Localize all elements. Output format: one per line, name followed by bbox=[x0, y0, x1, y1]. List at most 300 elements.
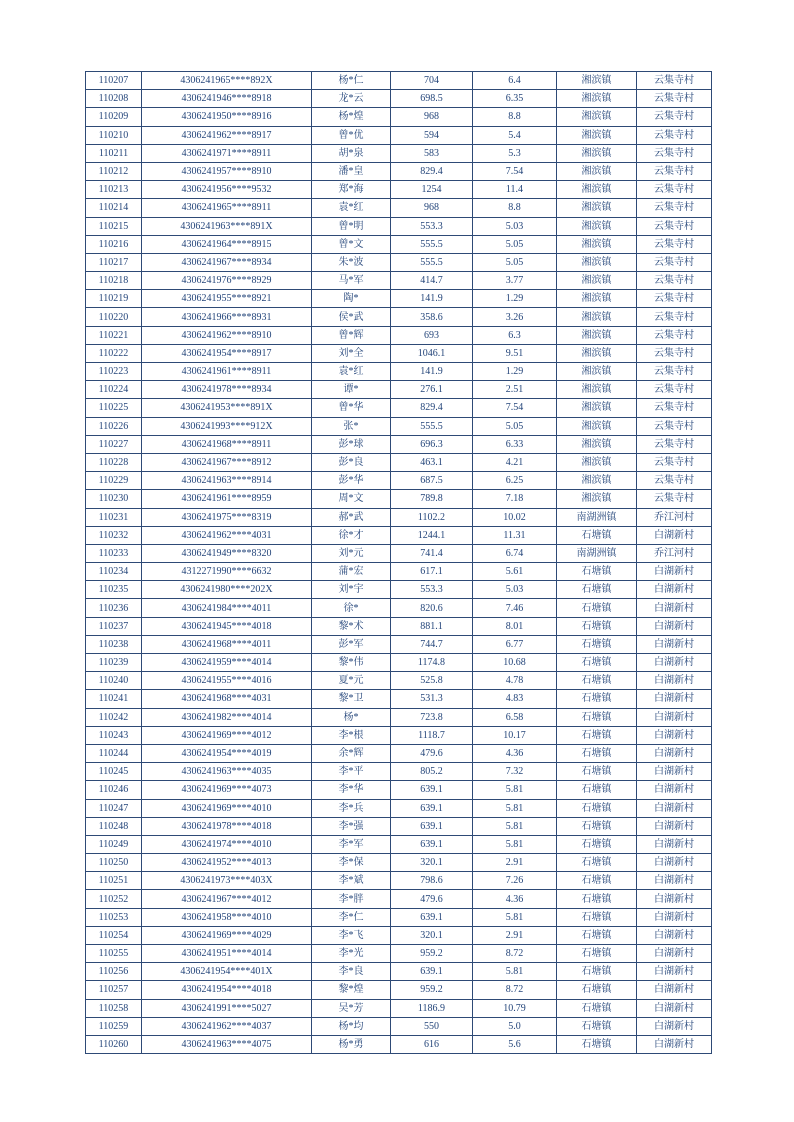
table-row bbox=[86, 581, 712, 599]
cell-name: 曾*文 bbox=[312, 235, 391, 253]
cell-town: 石塘镇 bbox=[557, 817, 637, 835]
table-row bbox=[86, 690, 712, 708]
cell-id-card: 4306241965****8911 bbox=[142, 199, 312, 217]
table-row bbox=[86, 344, 712, 362]
cell-town: 石塘镇 bbox=[557, 981, 637, 999]
cell-id: 110243 bbox=[86, 726, 142, 744]
cell-id: 110219 bbox=[86, 290, 142, 308]
table-row bbox=[86, 526, 712, 544]
cell-amount: 1118.7 bbox=[391, 726, 473, 744]
cell-name: 曾*辉 bbox=[312, 326, 391, 344]
cell-town: 湘滨镇 bbox=[557, 162, 637, 180]
cell-rate: 1.29 bbox=[473, 363, 557, 381]
cell-town: 石塘镇 bbox=[557, 781, 637, 799]
cell-amount: 704 bbox=[391, 72, 473, 90]
table-row bbox=[86, 854, 712, 872]
cell-id-card: 4306241963****8914 bbox=[142, 472, 312, 490]
cell-id: 110233 bbox=[86, 544, 142, 562]
cell-amount: 1186.9 bbox=[391, 999, 473, 1017]
cell-amount: 1174.8 bbox=[391, 654, 473, 672]
cell-rate: 7.26 bbox=[473, 872, 557, 890]
cell-name: 杨*勇 bbox=[312, 1035, 391, 1053]
cell-rate: 5.03 bbox=[473, 217, 557, 235]
cell-name: 李*胖 bbox=[312, 890, 391, 908]
cell-id: 110252 bbox=[86, 890, 142, 908]
cell-name: 李*平 bbox=[312, 763, 391, 781]
table-row bbox=[86, 654, 712, 672]
table-row bbox=[86, 890, 712, 908]
cell-rate: 7.54 bbox=[473, 162, 557, 180]
cell-town: 石塘镇 bbox=[557, 726, 637, 744]
cell-amount: 553.3 bbox=[391, 581, 473, 599]
cell-name: 李*光 bbox=[312, 945, 391, 963]
cell-name: 张* bbox=[312, 417, 391, 435]
cell-name: 杨*均 bbox=[312, 1017, 391, 1035]
cell-village: 云集寺村 bbox=[637, 253, 712, 271]
cell-id: 110208 bbox=[86, 90, 142, 108]
cell-id-card: 4312271990****6632 bbox=[142, 563, 312, 581]
cell-id: 110250 bbox=[86, 854, 142, 872]
cell-village: 白湖新村 bbox=[637, 945, 712, 963]
cell-id: 110238 bbox=[86, 635, 142, 653]
cell-town: 石塘镇 bbox=[557, 1017, 637, 1035]
table-row bbox=[86, 872, 712, 890]
cell-town: 石塘镇 bbox=[557, 872, 637, 890]
cell-id-card: 4306241961****8911 bbox=[142, 363, 312, 381]
cell-rate: 3.26 bbox=[473, 308, 557, 326]
cell-village: 白湖新村 bbox=[637, 817, 712, 835]
cell-rate: 3.77 bbox=[473, 272, 557, 290]
table-row bbox=[86, 108, 712, 126]
cell-id: 110244 bbox=[86, 744, 142, 762]
cell-village: 白湖新村 bbox=[637, 726, 712, 744]
cell-id: 110246 bbox=[86, 781, 142, 799]
cell-id: 110241 bbox=[86, 690, 142, 708]
cell-name: 李*军 bbox=[312, 835, 391, 853]
cell-amount: 741.4 bbox=[391, 544, 473, 562]
table-row bbox=[86, 235, 712, 253]
cell-town: 石塘镇 bbox=[557, 617, 637, 635]
cell-rate: 11.4 bbox=[473, 181, 557, 199]
cell-id-card: 4306241957****8910 bbox=[142, 162, 312, 180]
table-row bbox=[86, 908, 712, 926]
cell-amount: 639.1 bbox=[391, 835, 473, 853]
cell-name: 袁*红 bbox=[312, 363, 391, 381]
table-row bbox=[86, 90, 712, 108]
cell-id: 110221 bbox=[86, 326, 142, 344]
cell-village: 白湖新村 bbox=[637, 999, 712, 1017]
cell-name: 侯*武 bbox=[312, 308, 391, 326]
table-row bbox=[86, 508, 712, 526]
cell-town: 南湖洲镇 bbox=[557, 544, 637, 562]
cell-id: 110216 bbox=[86, 235, 142, 253]
cell-town: 石塘镇 bbox=[557, 963, 637, 981]
cell-amount: 1244.1 bbox=[391, 526, 473, 544]
table-row bbox=[86, 726, 712, 744]
cell-id-card: 4306241955****4016 bbox=[142, 672, 312, 690]
cell-town: 石塘镇 bbox=[557, 926, 637, 944]
cell-id: 110248 bbox=[86, 817, 142, 835]
cell-town: 湘滨镇 bbox=[557, 126, 637, 144]
cell-name: 李*斌 bbox=[312, 872, 391, 890]
cell-village: 云集寺村 bbox=[637, 308, 712, 326]
cell-village: 云集寺村 bbox=[637, 217, 712, 235]
cell-village: 白湖新村 bbox=[637, 908, 712, 926]
cell-amount: 276.1 bbox=[391, 381, 473, 399]
cell-village: 白湖新村 bbox=[637, 1017, 712, 1035]
cell-rate: 6.33 bbox=[473, 435, 557, 453]
cell-village: 云集寺村 bbox=[637, 381, 712, 399]
cell-name: 李*兵 bbox=[312, 799, 391, 817]
cell-village: 云集寺村 bbox=[637, 490, 712, 508]
cell-town: 南湖洲镇 bbox=[557, 508, 637, 526]
cell-amount: 583 bbox=[391, 144, 473, 162]
cell-amount: 616 bbox=[391, 1035, 473, 1053]
cell-name: 马*军 bbox=[312, 272, 391, 290]
cell-name: 彭*华 bbox=[312, 472, 391, 490]
cell-amount: 687.5 bbox=[391, 472, 473, 490]
cell-id: 110258 bbox=[86, 999, 142, 1017]
cell-rate: 7.54 bbox=[473, 399, 557, 417]
cell-id: 110214 bbox=[86, 199, 142, 217]
cell-rate: 10.68 bbox=[473, 654, 557, 672]
cell-amount: 479.6 bbox=[391, 890, 473, 908]
cell-rate: 1.29 bbox=[473, 290, 557, 308]
cell-id-card: 4306241955****8921 bbox=[142, 290, 312, 308]
cell-town: 湘滨镇 bbox=[557, 435, 637, 453]
cell-village: 云集寺村 bbox=[637, 235, 712, 253]
table-row bbox=[86, 945, 712, 963]
cell-id: 110249 bbox=[86, 835, 142, 853]
table-row bbox=[86, 817, 712, 835]
cell-rate: 6.25 bbox=[473, 472, 557, 490]
cell-village: 云集寺村 bbox=[637, 435, 712, 453]
cell-town: 湘滨镇 bbox=[557, 72, 637, 90]
cell-name: 李*飞 bbox=[312, 926, 391, 944]
cell-rate: 11.31 bbox=[473, 526, 557, 544]
cell-rate: 5.6 bbox=[473, 1035, 557, 1053]
cell-amount: 959.2 bbox=[391, 945, 473, 963]
cell-village: 云集寺村 bbox=[637, 108, 712, 126]
cell-id: 110234 bbox=[86, 563, 142, 581]
cell-rate: 4.36 bbox=[473, 890, 557, 908]
cell-amount: 639.1 bbox=[391, 963, 473, 981]
cell-id: 110257 bbox=[86, 981, 142, 999]
cell-amount: 968 bbox=[391, 108, 473, 126]
cell-amount: 141.9 bbox=[391, 363, 473, 381]
cell-rate: 8.8 bbox=[473, 199, 557, 217]
cell-village: 白湖新村 bbox=[637, 835, 712, 853]
cell-town: 石塘镇 bbox=[557, 581, 637, 599]
cell-village: 白湖新村 bbox=[637, 617, 712, 635]
cell-id-card: 4306241962****8917 bbox=[142, 126, 312, 144]
cell-rate: 8.72 bbox=[473, 945, 557, 963]
cell-rate: 2.51 bbox=[473, 381, 557, 399]
table-row bbox=[86, 217, 712, 235]
cell-village: 乔江河村 bbox=[637, 544, 712, 562]
cell-id: 110207 bbox=[86, 72, 142, 90]
table-row bbox=[86, 435, 712, 453]
cell-town: 湘滨镇 bbox=[557, 290, 637, 308]
cell-id-card: 4306241978****4018 bbox=[142, 817, 312, 835]
cell-id-card: 4306241956****9532 bbox=[142, 181, 312, 199]
cell-id-card: 4306241954****4018 bbox=[142, 981, 312, 999]
cell-village: 白湖新村 bbox=[637, 763, 712, 781]
cell-rate: 2.91 bbox=[473, 926, 557, 944]
cell-town: 石塘镇 bbox=[557, 690, 637, 708]
cell-name: 余*辉 bbox=[312, 744, 391, 762]
cell-village: 云集寺村 bbox=[637, 290, 712, 308]
cell-amount: 881.1 bbox=[391, 617, 473, 635]
cell-village: 白湖新村 bbox=[637, 654, 712, 672]
cell-village: 白湖新村 bbox=[637, 744, 712, 762]
cell-village: 云集寺村 bbox=[637, 199, 712, 217]
cell-id-card: 4306241959****4014 bbox=[142, 654, 312, 672]
cell-amount: 1046.1 bbox=[391, 344, 473, 362]
cell-id-card: 4306241967****8912 bbox=[142, 453, 312, 471]
cell-amount: 141.9 bbox=[391, 290, 473, 308]
cell-id: 110240 bbox=[86, 672, 142, 690]
cell-name: 周*文 bbox=[312, 490, 391, 508]
cell-id-card: 4306241962****8910 bbox=[142, 326, 312, 344]
cell-town: 湘滨镇 bbox=[557, 308, 637, 326]
cell-town: 石塘镇 bbox=[557, 672, 637, 690]
cell-id: 110218 bbox=[86, 272, 142, 290]
cell-id-card: 4306241975****8319 bbox=[142, 508, 312, 526]
cell-village: 云集寺村 bbox=[637, 344, 712, 362]
cell-id: 110220 bbox=[86, 308, 142, 326]
cell-id-card: 4306241982****4014 bbox=[142, 708, 312, 726]
cell-amount: 829.4 bbox=[391, 162, 473, 180]
cell-amount: 479.6 bbox=[391, 744, 473, 762]
cell-rate: 4.78 bbox=[473, 672, 557, 690]
cell-id: 110210 bbox=[86, 126, 142, 144]
cell-id: 110225 bbox=[86, 399, 142, 417]
cell-village: 白湖新村 bbox=[637, 563, 712, 581]
cell-rate: 6.74 bbox=[473, 544, 557, 562]
cell-name: 袁*红 bbox=[312, 199, 391, 217]
table-row bbox=[86, 144, 712, 162]
cell-id-card: 4306241969****4073 bbox=[142, 781, 312, 799]
table-row bbox=[86, 472, 712, 490]
cell-town: 石塘镇 bbox=[557, 763, 637, 781]
cell-rate: 5.81 bbox=[473, 799, 557, 817]
cell-id-card: 4306241969****4010 bbox=[142, 799, 312, 817]
cell-name: 李*根 bbox=[312, 726, 391, 744]
cell-rate: 8.01 bbox=[473, 617, 557, 635]
cell-town: 湘滨镇 bbox=[557, 381, 637, 399]
table-row bbox=[86, 617, 712, 635]
cell-rate: 5.81 bbox=[473, 908, 557, 926]
cell-name: 彭*球 bbox=[312, 435, 391, 453]
cell-name: 刘*元 bbox=[312, 544, 391, 562]
cell-amount: 744.7 bbox=[391, 635, 473, 653]
cell-name: 夏*元 bbox=[312, 672, 391, 690]
cell-id: 110231 bbox=[86, 508, 142, 526]
cell-id: 110213 bbox=[86, 181, 142, 199]
table-body bbox=[86, 72, 712, 1054]
cell-rate: 7.32 bbox=[473, 763, 557, 781]
cell-id-card: 4306241962****4037 bbox=[142, 1017, 312, 1035]
table-row bbox=[86, 272, 712, 290]
table-row bbox=[86, 308, 712, 326]
cell-id-card: 4306241963****4075 bbox=[142, 1035, 312, 1053]
cell-name: 黎*卫 bbox=[312, 690, 391, 708]
cell-rate: 7.18 bbox=[473, 490, 557, 508]
cell-amount: 639.1 bbox=[391, 908, 473, 926]
cell-amount: 805.2 bbox=[391, 763, 473, 781]
cell-id: 110215 bbox=[86, 217, 142, 235]
cell-town: 石塘镇 bbox=[557, 708, 637, 726]
cell-amount: 320.1 bbox=[391, 854, 473, 872]
table-row bbox=[86, 926, 712, 944]
cell-id: 110212 bbox=[86, 162, 142, 180]
cell-village: 云集寺村 bbox=[637, 144, 712, 162]
cell-village: 云集寺村 bbox=[637, 272, 712, 290]
cell-village: 云集寺村 bbox=[637, 453, 712, 471]
table-row bbox=[86, 126, 712, 144]
cell-village: 白湖新村 bbox=[637, 708, 712, 726]
cell-town: 石塘镇 bbox=[557, 635, 637, 653]
table-row bbox=[86, 399, 712, 417]
cell-name: 徐*才 bbox=[312, 526, 391, 544]
cell-town: 湘滨镇 bbox=[557, 272, 637, 290]
cell-village: 云集寺村 bbox=[637, 126, 712, 144]
cell-id: 110232 bbox=[86, 526, 142, 544]
cell-id-card: 4306241967****4012 bbox=[142, 890, 312, 908]
cell-amount: 550 bbox=[391, 1017, 473, 1035]
cell-town: 石塘镇 bbox=[557, 744, 637, 762]
table-row bbox=[86, 963, 712, 981]
cell-id: 110237 bbox=[86, 617, 142, 635]
cell-name: 李*保 bbox=[312, 854, 391, 872]
cell-town: 湘滨镇 bbox=[557, 253, 637, 271]
cell-id-card: 4306241946****8918 bbox=[142, 90, 312, 108]
cell-rate: 10.79 bbox=[473, 999, 557, 1017]
cell-name: 杨*煌 bbox=[312, 108, 391, 126]
cell-rate: 5.61 bbox=[473, 563, 557, 581]
cell-village: 白湖新村 bbox=[637, 672, 712, 690]
table-row bbox=[86, 363, 712, 381]
cell-name: 李*强 bbox=[312, 817, 391, 835]
cell-id: 110242 bbox=[86, 708, 142, 726]
cell-amount: 693 bbox=[391, 326, 473, 344]
cell-rate: 2.91 bbox=[473, 854, 557, 872]
cell-town: 石塘镇 bbox=[557, 654, 637, 672]
table-row bbox=[86, 1035, 712, 1053]
cell-town: 石塘镇 bbox=[557, 1035, 637, 1053]
cell-id: 110247 bbox=[86, 799, 142, 817]
cell-name: 刘*宇 bbox=[312, 581, 391, 599]
cell-amount: 789.8 bbox=[391, 490, 473, 508]
cell-village: 白湖新村 bbox=[637, 799, 712, 817]
cell-rate: 5.4 bbox=[473, 126, 557, 144]
cell-village: 白湖新村 bbox=[637, 963, 712, 981]
cell-id-card: 4306241964****8915 bbox=[142, 235, 312, 253]
cell-amount: 698.5 bbox=[391, 90, 473, 108]
cell-name: 杨* bbox=[312, 708, 391, 726]
cell-id-card: 4306241968****4031 bbox=[142, 690, 312, 708]
cell-id-card: 4306241969****4012 bbox=[142, 726, 312, 744]
table-row bbox=[86, 835, 712, 853]
cell-rate: 4.21 bbox=[473, 453, 557, 471]
cell-name: 黎*术 bbox=[312, 617, 391, 635]
cell-name: 郑*海 bbox=[312, 181, 391, 199]
cell-amount: 531.3 bbox=[391, 690, 473, 708]
cell-town: 湘滨镇 bbox=[557, 472, 637, 490]
cell-amount: 555.5 bbox=[391, 235, 473, 253]
cell-amount: 798.6 bbox=[391, 872, 473, 890]
cell-name: 谭* bbox=[312, 381, 391, 399]
cell-name: 李*华 bbox=[312, 781, 391, 799]
cell-rate: 10.02 bbox=[473, 508, 557, 526]
cell-town: 湘滨镇 bbox=[557, 399, 637, 417]
cell-name: 曾*明 bbox=[312, 217, 391, 235]
cell-village: 云集寺村 bbox=[637, 72, 712, 90]
cell-id: 110227 bbox=[86, 435, 142, 453]
table-row bbox=[86, 381, 712, 399]
cell-id: 110222 bbox=[86, 344, 142, 362]
cell-town: 湘滨镇 bbox=[557, 490, 637, 508]
cell-amount: 723.8 bbox=[391, 708, 473, 726]
table-row bbox=[86, 999, 712, 1017]
cell-village: 云集寺村 bbox=[637, 326, 712, 344]
cell-rate: 5.3 bbox=[473, 144, 557, 162]
table-row bbox=[86, 490, 712, 508]
cell-town: 石塘镇 bbox=[557, 999, 637, 1017]
cell-id: 110217 bbox=[86, 253, 142, 271]
cell-town: 湘滨镇 bbox=[557, 235, 637, 253]
cell-rate: 5.05 bbox=[473, 235, 557, 253]
cell-town: 石塘镇 bbox=[557, 854, 637, 872]
cell-name: 曾*优 bbox=[312, 126, 391, 144]
cell-village: 白湖新村 bbox=[637, 635, 712, 653]
table-row bbox=[86, 453, 712, 471]
cell-village: 白湖新村 bbox=[637, 890, 712, 908]
cell-id-card: 4306241954****401X bbox=[142, 963, 312, 981]
table-row bbox=[86, 635, 712, 653]
cell-amount: 555.5 bbox=[391, 417, 473, 435]
cell-name: 龙*云 bbox=[312, 90, 391, 108]
cell-id-card: 4306241949****8320 bbox=[142, 544, 312, 562]
cell-name: 蒲*宏 bbox=[312, 563, 391, 581]
table-row bbox=[86, 326, 712, 344]
cell-id-card: 4306241967****8934 bbox=[142, 253, 312, 271]
cell-amount: 463.1 bbox=[391, 453, 473, 471]
cell-name: 李*良 bbox=[312, 963, 391, 981]
table-row bbox=[86, 781, 712, 799]
cell-id-card: 4306241976****8929 bbox=[142, 272, 312, 290]
cell-name: 胡*泉 bbox=[312, 144, 391, 162]
cell-id: 110209 bbox=[86, 108, 142, 126]
cell-name: 彭*军 bbox=[312, 635, 391, 653]
cell-amount: 414.7 bbox=[391, 272, 473, 290]
table-row bbox=[86, 672, 712, 690]
cell-rate: 4.83 bbox=[473, 690, 557, 708]
table-row bbox=[86, 799, 712, 817]
cell-id-card: 4306241984****4011 bbox=[142, 599, 312, 617]
cell-rate: 5.81 bbox=[473, 835, 557, 853]
cell-id-card: 4306241952****4013 bbox=[142, 854, 312, 872]
cell-id-card: 4306241971****8911 bbox=[142, 144, 312, 162]
cell-id-card: 4306241963****891X bbox=[142, 217, 312, 235]
cell-id-card: 4306241965****892X bbox=[142, 72, 312, 90]
cell-amount: 696.3 bbox=[391, 435, 473, 453]
cell-id-card: 4306241963****4035 bbox=[142, 763, 312, 781]
cell-name: 吴*芳 bbox=[312, 999, 391, 1017]
table-row bbox=[86, 253, 712, 271]
table-row bbox=[86, 744, 712, 762]
